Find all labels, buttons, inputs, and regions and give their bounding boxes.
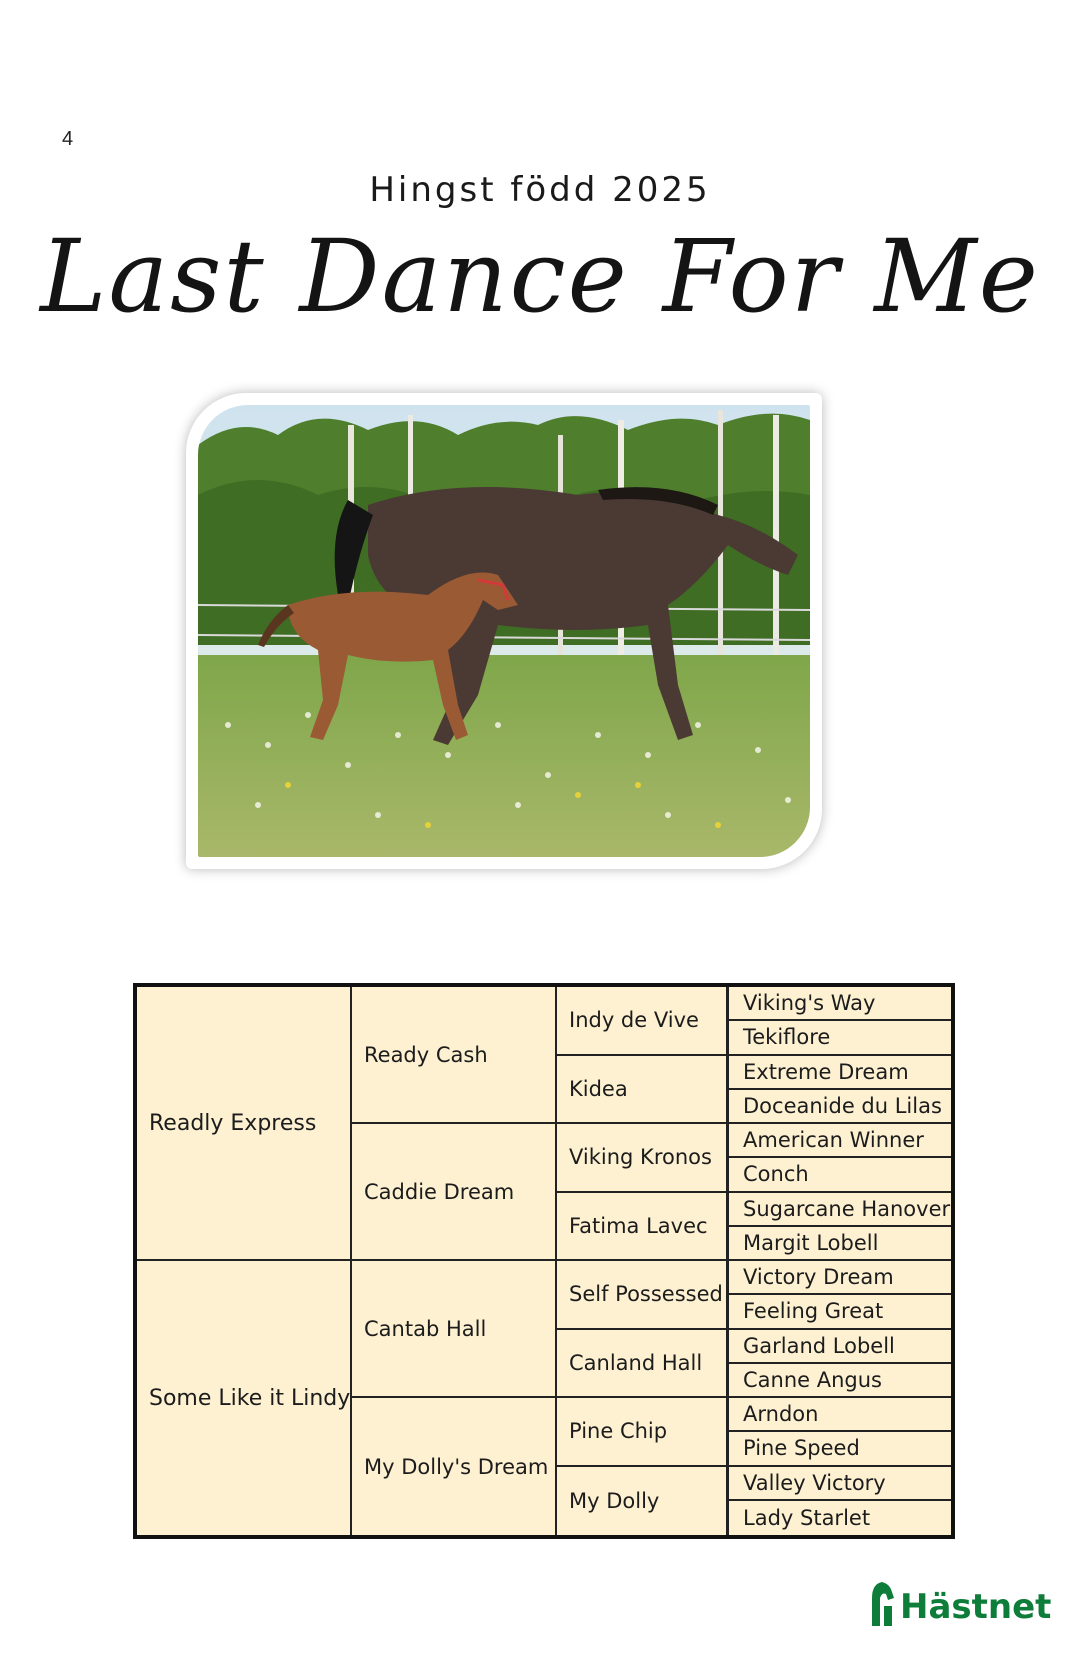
page-number: 4	[62, 128, 74, 150]
pedigree-gen4-cell: Doceanide du Lilas	[729, 1090, 951, 1124]
pedigree-dam: Some Like it Lindy	[137, 1261, 352, 1535]
pedigree-gen4-cell: Feeling Great	[729, 1295, 951, 1329]
pedigree-gen2-cell: Caddie Dream	[352, 1124, 557, 1261]
hastnet-logo	[868, 1580, 1051, 1626]
pedigree-table	[133, 983, 955, 1539]
pedigree-gen4-cell: Tekiflore	[729, 1021, 951, 1055]
pedigree-gen3-cell: Canland Hall	[557, 1330, 729, 1399]
pedigree-gen4-cell: Sugarcane Hanover	[729, 1193, 951, 1227]
pedigree-gen4-cell: Canne Angus	[729, 1364, 951, 1398]
pedigree-gen4-cell: Lady Starlet	[729, 1501, 951, 1535]
pedigree-gen2-cell: Cantab Hall	[352, 1261, 557, 1398]
pedigree-sire: Readly Express	[137, 987, 352, 1261]
pedigree-gen4-cell: Viking's Way	[729, 987, 951, 1021]
pedigree-gen3-cell: Pine Chip	[557, 1398, 729, 1467]
pedigree-gen3-cell: Fatima Lavec	[557, 1193, 729, 1262]
pedigree-gen4-cell: Margit Lobell	[729, 1227, 951, 1261]
pedigree-gen2-cell: Ready Cash	[352, 987, 557, 1124]
pedigree-gen3-cell: Self Possessed	[557, 1261, 729, 1330]
page-title: Last Dance For Me	[40, 218, 1040, 335]
pedigree-gen4-cell: Conch	[729, 1158, 951, 1192]
pedigree-gen4-cell: Valley Victory	[729, 1467, 951, 1501]
logo-text: Hästnet	[900, 1587, 1052, 1627]
pedigree-gen4-cell: American Winner	[729, 1124, 951, 1158]
pedigree-gen4-cell: Extreme Dream	[729, 1056, 951, 1090]
horse-head-icon	[868, 1580, 896, 1626]
pedigree-gen4-cell: Pine Speed	[729, 1432, 951, 1466]
pedigree-gen3-cell: Viking Kronos	[557, 1124, 729, 1193]
pedigree-gen4-cell: Garland Lobell	[729, 1330, 951, 1364]
pedigree-gen4-cell: Arndon	[729, 1398, 951, 1432]
page-subtitle: Hingst född 2025	[369, 170, 711, 210]
pedigree-gen3-cell: Indy de Vive	[557, 987, 729, 1056]
pedigree-gen4-cell: Victory Dream	[729, 1261, 951, 1295]
mare-and-foal-photo	[198, 405, 810, 857]
pedigree-gen3-cell: Kidea	[557, 1056, 729, 1125]
horse-photo-frame	[186, 393, 822, 869]
pedigree-gen2-cell: My Dolly's Dream	[352, 1398, 557, 1535]
pedigree-gen3-cell: My Dolly	[557, 1467, 729, 1536]
